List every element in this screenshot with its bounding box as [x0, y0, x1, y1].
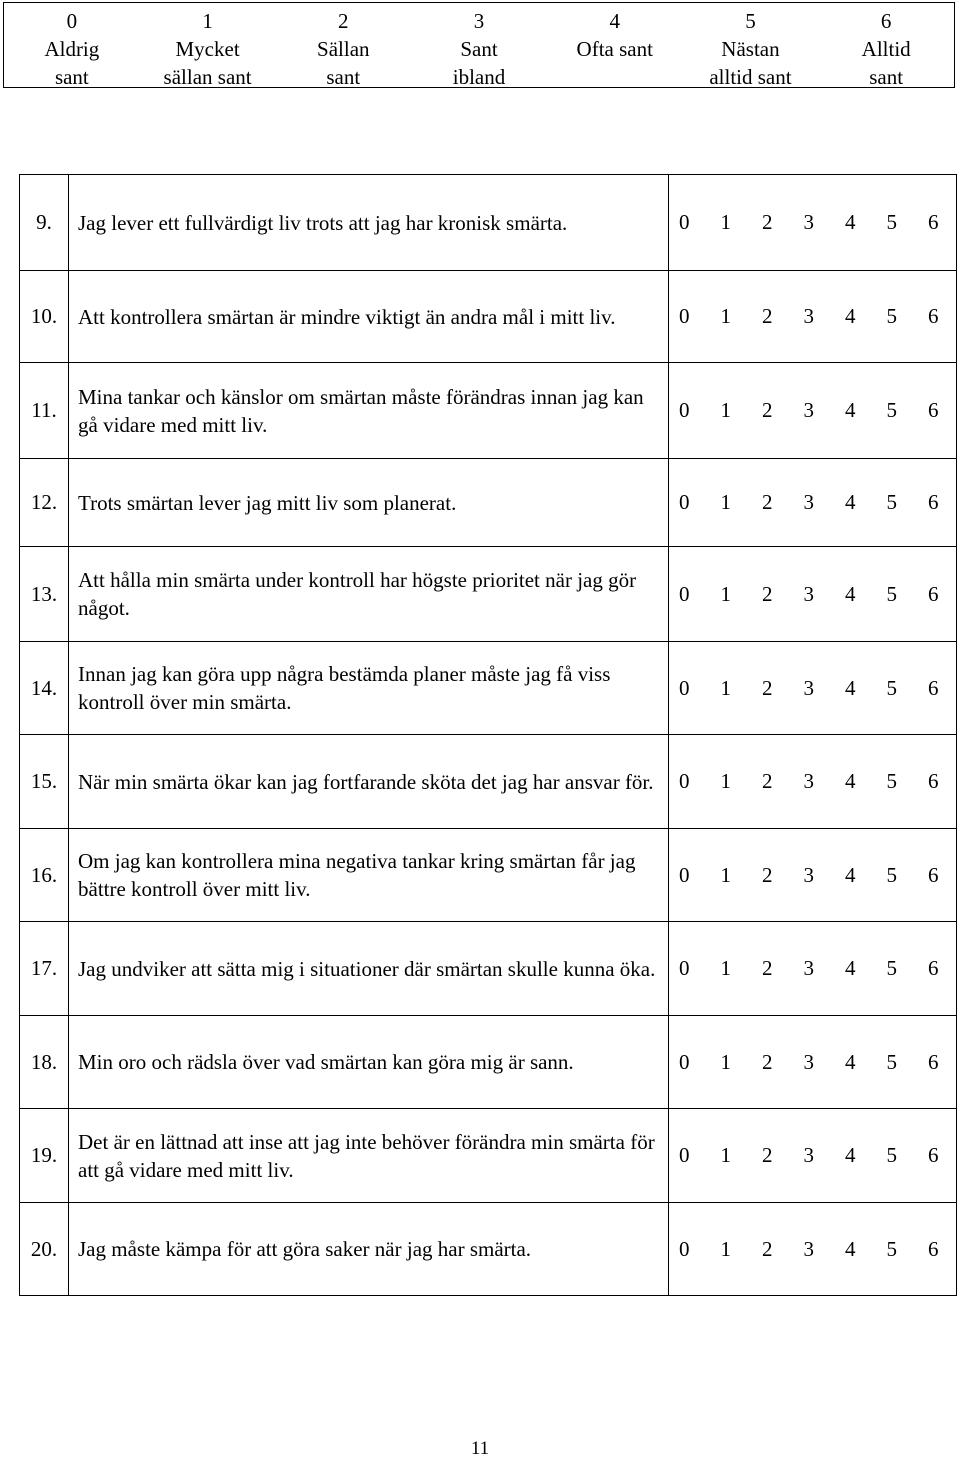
rating-option-2[interactable]: 2: [762, 304, 773, 328]
item-statement: Mina tankar och känslor om smärtan måste förändras innan jag kan gå vidare med mitt liv.: [69, 363, 669, 459]
rating-option-2[interactable]: 2: [762, 490, 773, 514]
rating-option-6[interactable]: 6: [928, 862, 939, 887]
scale-label-line1: Alltid: [861, 37, 911, 61]
rating-option-6[interactable]: 6: [928, 1049, 939, 1074]
scale-option-6: [818, 3, 954, 87]
rating-option-3[interactable]: 3: [803, 490, 814, 514]
rating-option-2[interactable]: 2: [762, 1236, 773, 1261]
item-number: 12.: [20, 459, 69, 547]
item-number: 19.: [20, 1109, 69, 1203]
rating-option-6[interactable]: 6: [928, 675, 939, 700]
scale-option-3: [411, 3, 547, 87]
item-statement: Jag måste kämpa för att göra saker när jag har smärta.: [69, 1203, 669, 1296]
rating-option-5[interactable]: 5: [886, 1143, 897, 1167]
table-row: [20, 271, 957, 363]
rating-option-0[interactable]: 0: [679, 956, 690, 980]
rating-option-1[interactable]: 1: [720, 1143, 731, 1167]
rating-option-4[interactable]: 4: [845, 1049, 856, 1074]
rating-option-0[interactable]: 0: [679, 769, 690, 793]
item-statement: Innan jag kan göra upp några bestämda planer måste jag få viss kontroll över min smärta.: [69, 642, 669, 735]
scale-value: 3: [473, 9, 485, 33]
table-row: [20, 363, 957, 459]
item-rating-options: [669, 642, 957, 735]
rating-option-6[interactable]: 6: [928, 304, 939, 328]
item-rating-options: [669, 735, 957, 829]
rating-option-6[interactable]: 6: [928, 581, 939, 606]
scale-label-line1: Mycket: [175, 37, 240, 61]
rating-option-4[interactable]: 4: [845, 1236, 856, 1261]
scale-value: 1: [202, 9, 213, 33]
rating-option-3[interactable]: 3: [803, 398, 814, 422]
item-number: 13.: [20, 547, 69, 642]
item-statement: Jag lever ett fullvärdigt liv trots att jag har kronisk smärta.: [69, 175, 669, 271]
rating-option-3[interactable]: 3: [803, 1143, 814, 1167]
scale-label-line2: sant: [869, 65, 904, 89]
rating-option-0[interactable]: 0: [679, 1236, 690, 1261]
rating-option-4[interactable]: 4: [845, 769, 856, 793]
item-rating-options: [669, 922, 957, 1016]
scale-label-line1: Aldrig: [44, 37, 100, 61]
scale-label-line2: sant: [54, 65, 89, 89]
rating-option-4[interactable]: 4: [845, 490, 856, 514]
rating-option-0[interactable]: 0: [679, 1143, 690, 1167]
rating-option-5[interactable]: 5: [886, 956, 897, 980]
questionnaire-items-table: [19, 174, 957, 1296]
scale-option-5: [683, 3, 819, 87]
rating-option-5[interactable]: 5: [886, 210, 897, 234]
rating-option-6[interactable]: 6: [928, 490, 939, 514]
rating-option-3[interactable]: 3: [803, 1049, 814, 1074]
scale-value: 4: [609, 9, 620, 33]
item-rating-options: [669, 459, 957, 547]
rating-option-1[interactable]: 1: [720, 490, 731, 514]
item-rating-options: [669, 547, 957, 642]
table-row: [20, 459, 957, 547]
item-statement: Att hålla min smärta under kontroll har högste prioritet när jag gör något.: [69, 547, 669, 642]
rating-option-4[interactable]: 4: [845, 581, 856, 606]
rating-option-1[interactable]: 1: [720, 675, 731, 700]
item-number: 16.: [20, 829, 69, 922]
rating-option-2[interactable]: 2: [762, 1143, 773, 1167]
item-rating-options: [669, 1203, 957, 1296]
scale-option-4: [547, 3, 683, 87]
rating-option-4[interactable]: 4: [845, 956, 856, 980]
table-row: [20, 175, 957, 271]
rating-option-1[interactable]: 1: [720, 769, 731, 793]
scale-value: 0: [66, 9, 78, 33]
scale-label-line2: ibland: [452, 65, 506, 89]
item-statement: Min oro och rädsla över vad smärtan kan göra mig är sann.: [69, 1016, 669, 1109]
item-number: 10.: [20, 271, 69, 363]
table-row: [20, 547, 957, 642]
rating-option-2[interactable]: 2: [762, 1049, 773, 1074]
table-row: [20, 1203, 957, 1296]
scale-value: 5: [745, 9, 756, 33]
rating-option-2[interactable]: 2: [762, 675, 773, 700]
scale-value: 6: [880, 9, 892, 33]
rating-option-6[interactable]: 6: [928, 210, 939, 234]
scale-label-line1: Sällan: [317, 37, 370, 61]
scale-option-0: [4, 3, 140, 87]
item-number: 18.: [20, 1016, 69, 1109]
rating-option-3[interactable]: 3: [803, 862, 814, 887]
item-number: 11.: [20, 363, 69, 459]
item-number: 20.: [20, 1203, 69, 1296]
rating-option-1[interactable]: 1: [720, 581, 731, 606]
rating-option-0[interactable]: 0: [679, 210, 690, 234]
item-rating-options: [669, 1016, 957, 1109]
response-scale-header: [3, 2, 955, 88]
item-rating-options: [669, 1109, 957, 1203]
rating-option-0[interactable]: 0: [679, 304, 690, 328]
rating-option-5[interactable]: 5: [886, 1236, 897, 1261]
item-statement: Jag undviker att sätta mig i situationer där smärtan skulle kunna öka.: [69, 922, 669, 1016]
rating-option-3[interactable]: 3: [803, 675, 814, 700]
scale-option-1: [140, 3, 276, 87]
scale-label-line1: Nästan: [721, 37, 780, 61]
rating-option-3[interactable]: 3: [803, 956, 814, 980]
rating-option-2[interactable]: 2: [762, 956, 773, 980]
item-number: 9.: [20, 175, 69, 271]
rating-option-0[interactable]: 0: [679, 1049, 690, 1074]
table-row: [20, 735, 957, 829]
rating-option-1[interactable]: 1: [720, 304, 731, 328]
rating-option-5[interactable]: 5: [886, 490, 897, 514]
rating-option-0[interactable]: 0: [679, 581, 690, 606]
rating-option-6[interactable]: 6: [928, 398, 939, 422]
scale-label-line1: Sant: [460, 37, 498, 61]
item-statement: Det är en lättnad att inse att jag inte behöver förändra min smärta för att gå vidare med mitt liv.: [69, 1109, 669, 1203]
rating-option-2[interactable]: 2: [762, 581, 773, 606]
table-row: [20, 829, 957, 922]
rating-option-1[interactable]: 1: [720, 398, 731, 422]
rating-option-1[interactable]: 1: [720, 1049, 731, 1074]
rating-option-0[interactable]: 0: [679, 398, 690, 422]
rating-option-6[interactable]: 6: [928, 1236, 939, 1261]
page-number: 11: [470, 1438, 490, 1459]
rating-option-5[interactable]: 5: [886, 398, 897, 422]
rating-option-4[interactable]: 4: [845, 210, 856, 234]
rating-option-5[interactable]: 5: [886, 675, 897, 700]
rating-option-3[interactable]: 3: [803, 581, 814, 606]
item-rating-options: [669, 363, 957, 459]
rating-option-3[interactable]: 3: [803, 210, 814, 234]
rating-option-3[interactable]: 3: [803, 304, 814, 328]
rating-option-2[interactable]: 2: [762, 398, 773, 422]
rating-option-1[interactable]: 1: [720, 862, 731, 887]
item-rating-options: [669, 271, 957, 363]
rating-option-1[interactable]: 1: [720, 210, 731, 234]
rating-option-0[interactable]: 0: [679, 862, 690, 887]
item-statement: Att kontrollera smärtan är mindre viktigt än andra mål i mitt liv.: [69, 271, 669, 363]
rating-option-5[interactable]: 5: [886, 769, 897, 793]
scale-value: 2: [338, 9, 349, 33]
rating-option-4[interactable]: 4: [845, 862, 856, 887]
scale-label-line2: sällan sant: [163, 65, 252, 89]
rating-option-2[interactable]: 2: [762, 769, 773, 793]
rating-option-6[interactable]: 6: [928, 769, 939, 793]
scale-option-2: [275, 3, 411, 87]
item-statement: När min smärta ökar kan jag fortfarande sköta det jag har ansvar för.: [69, 735, 669, 829]
item-statement: Om jag kan kontrollera mina negativa tankar kring smärtan får jag bättre kontroll över mitt liv.: [69, 829, 669, 922]
scale-label-line2: sant: [326, 65, 361, 89]
item-rating-options: [669, 175, 957, 271]
rating-option-3[interactable]: 3: [803, 769, 814, 793]
rating-option-0[interactable]: 0: [679, 490, 690, 514]
rating-option-5[interactable]: 5: [886, 862, 897, 887]
table-row: [20, 642, 957, 735]
rating-option-5[interactable]: 5: [886, 304, 897, 328]
rating-option-4[interactable]: 4: [845, 304, 856, 328]
scale-label-line1: Ofta sant: [576, 37, 653, 61]
rating-option-4[interactable]: 4: [845, 398, 856, 422]
table-row: [20, 922, 957, 1016]
item-number: 17.: [20, 922, 69, 1016]
rating-option-4[interactable]: 4: [845, 675, 856, 700]
item-statement: Trots smärtan lever jag mitt liv som planerat.: [69, 459, 669, 547]
rating-option-1[interactable]: 1: [720, 1236, 731, 1261]
item-number: 14.: [20, 642, 69, 735]
scale-label-line2: alltid sant: [709, 65, 792, 89]
rating-option-5[interactable]: 5: [886, 581, 897, 606]
rating-option-3[interactable]: 3: [803, 1236, 814, 1261]
table-row: [20, 1016, 957, 1109]
rating-option-2[interactable]: 2: [762, 862, 773, 887]
item-rating-options: [669, 829, 957, 922]
table-row: [20, 1109, 957, 1203]
rating-option-4[interactable]: 4: [845, 1143, 856, 1167]
rating-option-5[interactable]: 5: [886, 1049, 897, 1074]
rating-option-1[interactable]: 1: [720, 956, 731, 980]
item-number: 15.: [20, 735, 69, 829]
rating-option-6[interactable]: 6: [928, 1143, 939, 1167]
rating-option-2[interactable]: 2: [762, 210, 773, 234]
rating-option-0[interactable]: 0: [679, 675, 690, 700]
rating-option-6[interactable]: 6: [928, 956, 939, 980]
